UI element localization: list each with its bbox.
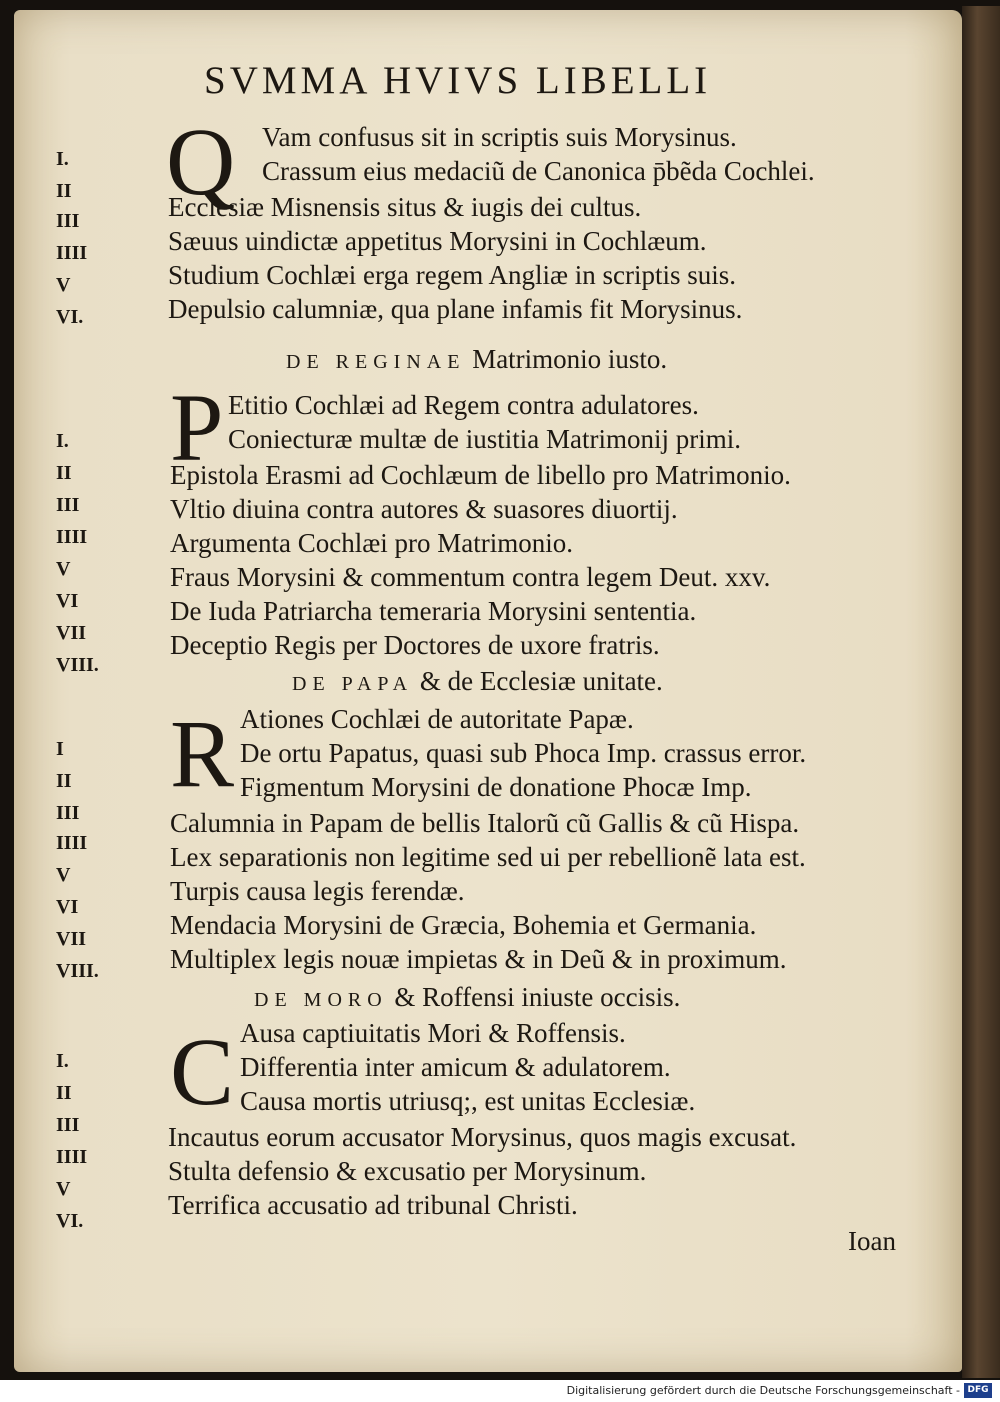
section-heading-rest: Matrimonio iusto. [472, 344, 668, 374]
dropcap-r: R [170, 700, 235, 807]
toc-entry: Deceptio Regis per Doctores de uxore fratris. [170, 630, 660, 660]
section-heading-caps: DE PAPA [292, 673, 414, 695]
toc-entry: Stulta defensio & excusatio per Morysinum. [168, 1156, 647, 1186]
roman-numeral: VI [56, 590, 79, 612]
toc-entry: Figmentum Morysini de donatione Phocæ Imp. [240, 772, 752, 802]
toc-entry: Ationes Cochlæi de autoritate Papæ. [240, 704, 634, 734]
roman-numeral: V [56, 1178, 71, 1200]
toc-entry: Differentia inter amicum & adulatorem. [240, 1052, 671, 1082]
roman-numeral: I [56, 738, 64, 760]
roman-numeral: VII [56, 928, 87, 950]
footer-bar [0, 1380, 1000, 1402]
toc-entry: Terrifica accusatio ad tribunal Christi. [168, 1190, 578, 1220]
toc-entry: Vltio diuina contra autores & suasores diuortij. [170, 494, 678, 524]
roman-numeral: III [56, 802, 80, 824]
toc-entry: Turpis causa legis ferendæ. [170, 876, 465, 906]
page-text [14, 10, 962, 1372]
book-edge [962, 6, 1000, 1378]
toc-entry: Incautus eorum accusator Morysinus, quos magis excusat. [168, 1122, 797, 1152]
roman-numeral: I. [56, 430, 69, 452]
toc-entry: Lex separationis non legitime sed ui per rebellionẽ lata est. [170, 842, 806, 872]
roman-numeral: IIII [56, 242, 88, 264]
roman-numeral: II [56, 770, 72, 792]
section-heading-rest: & Roffensi iniuste occisis. [394, 982, 681, 1012]
roman-numeral: VI. [56, 1210, 84, 1232]
footer-credit: Digitalisierung gefördert durch die Deutsche Forschungsgemeinschaft - [566, 1384, 960, 1397]
toc-entry: De ortu Papatus, quasi sub Phoca Imp. crassus error. [240, 738, 807, 768]
section-heading [254, 982, 680, 1013]
roman-numeral: I. [56, 1050, 69, 1072]
toc-entry: Argumenta Cochlæi pro Matrimonio. [170, 528, 573, 558]
roman-numeral: VII [56, 622, 87, 644]
roman-numeral: V [56, 864, 71, 886]
toc-entry: Multiplex legis nouæ impietas & in Deũ & in proximum. [170, 944, 787, 974]
roman-numeral: IIII [56, 526, 88, 548]
toc-entry: Fraus Morysini & commentum contra legem Deut. xxv. [170, 562, 771, 592]
toc-entry: Ausa captiuitatis Mori & Roffensis. [240, 1018, 626, 1048]
roman-numeral: VI [56, 896, 79, 918]
roman-numeral: II [56, 180, 72, 202]
catchword: Ioan [848, 1226, 896, 1256]
toc-entry: Ecclesiæ Misnensis situs & iugis dei cultus. [168, 192, 642, 222]
roman-numeral: II [56, 1082, 72, 1104]
dropcap-q: Q [166, 108, 236, 215]
toc-entry: Depulsio calumniæ, qua plane infamis fit Morysinus. [168, 294, 743, 324]
dropcap-c: C [170, 1018, 235, 1125]
roman-numeral: VIII. [56, 654, 99, 676]
roman-numeral: V [56, 274, 71, 296]
toc-entry: Calumnia in Papam de bellis Italorũ cũ Gallis & cũ Hispa. [170, 808, 800, 838]
roman-numeral: III [56, 210, 80, 232]
toc-entry: Crassum eius medaciũ de Canonica p̄bẽda Cochlei. [262, 156, 815, 186]
roman-numeral: IIII [56, 1146, 88, 1168]
toc-entry: Coniecturæ multæ de iustitia Matrimonij primi. [228, 424, 741, 454]
toc-entry: De Iuda Patriarcha temeraria Morysini sententia. [170, 596, 697, 626]
toc-entry: Studium Cochlæi erga regem Angliæ in scriptis suis. [168, 260, 736, 290]
toc-entry: Mendacia Morysini de Græcia, Bohemia et Germania. [170, 910, 757, 940]
roman-numeral: III [56, 1114, 80, 1136]
roman-numeral: IIII [56, 832, 88, 854]
toc-entry: Vam confusus sit in scriptis suis Morysinus. [262, 122, 737, 152]
section-heading [286, 344, 667, 375]
section-heading-caps: DE MORO [254, 989, 388, 1011]
section-heading-caps: DE REGINAE [286, 351, 466, 373]
book-page [14, 10, 962, 1372]
toc-entry: Causa mortis utriusq;, est unitas Ecclesiæ. [240, 1086, 696, 1116]
toc-entry: Sæuus uindictæ appetitus Morysini in Cochlæum. [168, 226, 707, 256]
section-heading [292, 666, 663, 697]
section-heading-rest: & de Ecclesiæ unitate. [419, 666, 663, 696]
roman-numeral: VIII. [56, 960, 99, 982]
roman-numeral: III [56, 494, 80, 516]
dfg-logo-icon: DFG [964, 1383, 992, 1398]
toc-entry: Etitio Cochlæi ad Regem contra adulatores. [228, 390, 699, 420]
toc-entry: Epistola Erasmi ad Cochlæum de libello pro Matrimonio. [170, 460, 791, 490]
roman-numeral: I. [56, 148, 69, 170]
page-header: SVMMA HVIVS LIBELLI [204, 59, 712, 102]
roman-numeral: II [56, 462, 72, 484]
roman-numeral: VI. [56, 306, 84, 328]
dropcap-p: P [170, 374, 224, 481]
roman-numeral: V [56, 558, 71, 580]
